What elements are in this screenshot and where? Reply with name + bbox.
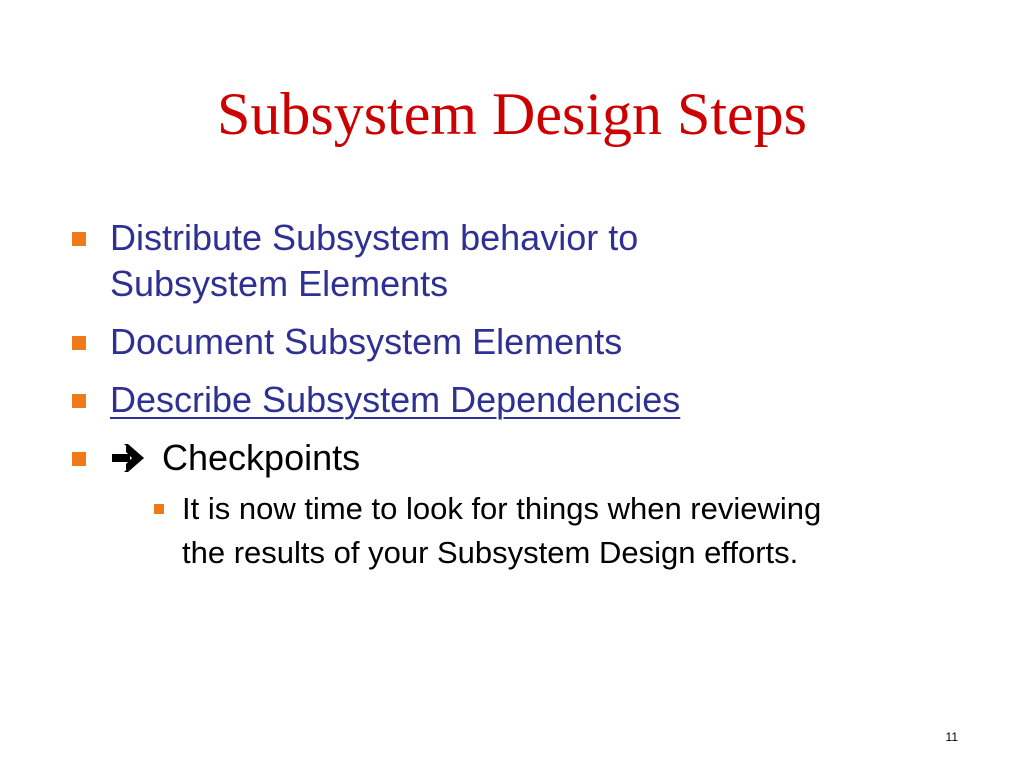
slide-title: Subsystem Design Steps (216, 81, 808, 147)
sub-bullet-text-line2: the results of your Subsystem Design efforts. (182, 535, 799, 570)
page-number: 11 (945, 730, 958, 744)
dependencies-link[interactable]: Describe Subsystem Dependencies (110, 379, 681, 420)
bullet-list (72, 215, 972, 587)
right-arrow-icon (110, 437, 150, 483)
bullet-item-distribute (72, 215, 972, 307)
sub-bullet-item (154, 487, 934, 575)
bullet-text: Checkpoints (162, 437, 361, 478)
bullet-item-describe[interactable] (72, 377, 972, 423)
bullet-marker (72, 394, 86, 408)
sub-bullet-text-line1: It is now time to look for things when reviewing (182, 491, 822, 526)
bullet-marker (72, 452, 86, 466)
bullet-text-line2: Subsystem Elements (110, 263, 449, 304)
bullet-item-checkpoints (72, 435, 972, 575)
bullet-item-document (72, 319, 972, 365)
bullet-text: Document Subsystem Elements (110, 321, 623, 362)
sub-bullet-marker (154, 504, 164, 514)
bullet-marker (72, 232, 86, 246)
bullet-marker (72, 336, 86, 350)
sub-bullet-list (154, 487, 934, 575)
bullet-text-line1: Distribute Subsystem behavior to (110, 217, 639, 258)
